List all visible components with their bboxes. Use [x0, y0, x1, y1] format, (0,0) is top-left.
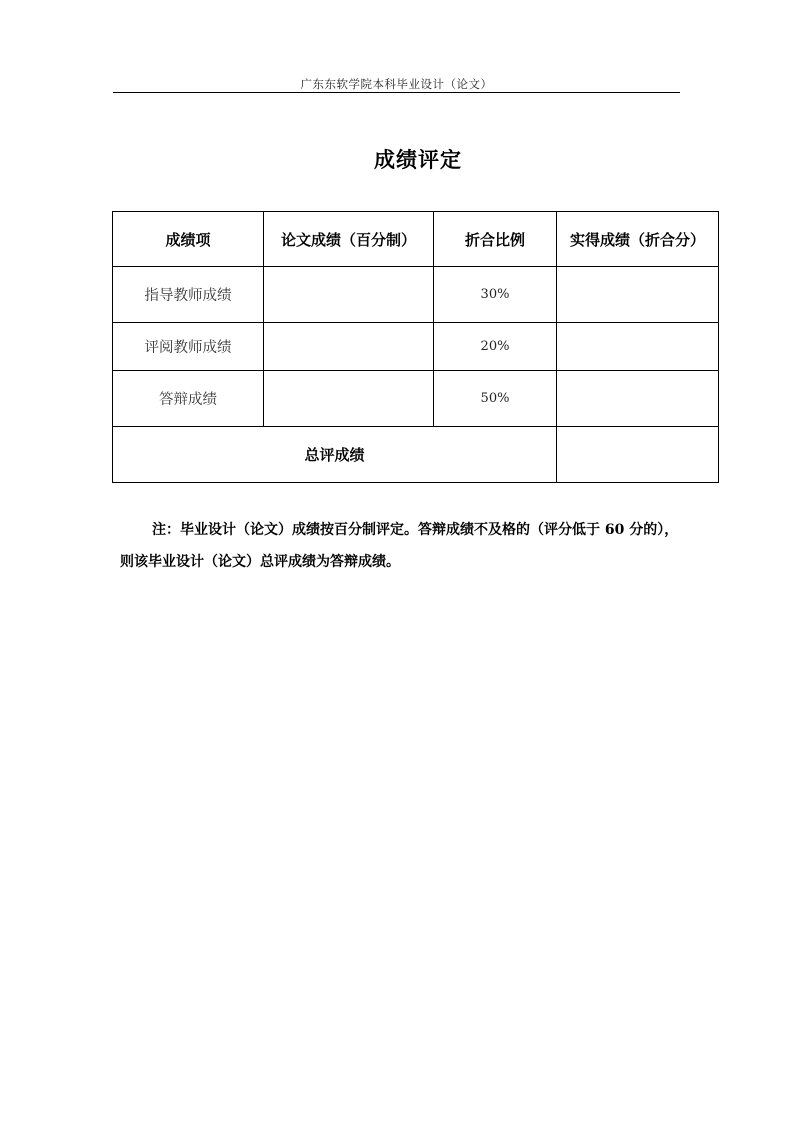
- ratio-cell: 50%: [434, 371, 557, 427]
- score-cell[interactable]: [264, 323, 434, 371]
- row-item-label: 评阅教师成绩: [113, 323, 264, 371]
- table-header-row: [113, 212, 719, 267]
- score-cell[interactable]: [264, 371, 434, 427]
- ratio-cell: 30%: [434, 267, 557, 323]
- header-rule: [113, 92, 680, 93]
- total-value-cell[interactable]: [557, 427, 719, 483]
- total-label: 总评成绩: [113, 427, 557, 483]
- column-header-weighted: 实得成绩（折合分）: [557, 212, 719, 267]
- grade-table: [112, 211, 719, 483]
- column-header-item: 成绩项: [113, 212, 264, 267]
- row-item-label: 指导教师成绩: [113, 267, 264, 323]
- note-line-1: 注：毕业设计（论文）成绩按百分制评定。答辩成绩不及格的（评分低于 60 分的），: [152, 522, 679, 538]
- score-cell[interactable]: [264, 267, 434, 323]
- column-header-ratio: 折合比例: [434, 212, 557, 267]
- table-row: [113, 371, 719, 427]
- total-row: [113, 427, 719, 483]
- column-header-score: 论文成绩（百分制）: [264, 212, 434, 267]
- row-item-label: 答辩成绩: [113, 371, 264, 427]
- table-row: [113, 267, 719, 323]
- table-row: [113, 323, 719, 371]
- ratio-cell: 20%: [434, 323, 557, 371]
- note-line-2: 则该毕业设计（论文）总评成绩为答辩成绩。: [120, 554, 400, 570]
- weighted-cell[interactable]: [557, 371, 719, 427]
- weighted-cell[interactable]: [557, 267, 719, 323]
- page-header: 广东东软学院本科毕业设计（论文）: [300, 77, 493, 91]
- weighted-cell[interactable]: [557, 323, 719, 371]
- page-title: 成绩评定: [374, 147, 462, 172]
